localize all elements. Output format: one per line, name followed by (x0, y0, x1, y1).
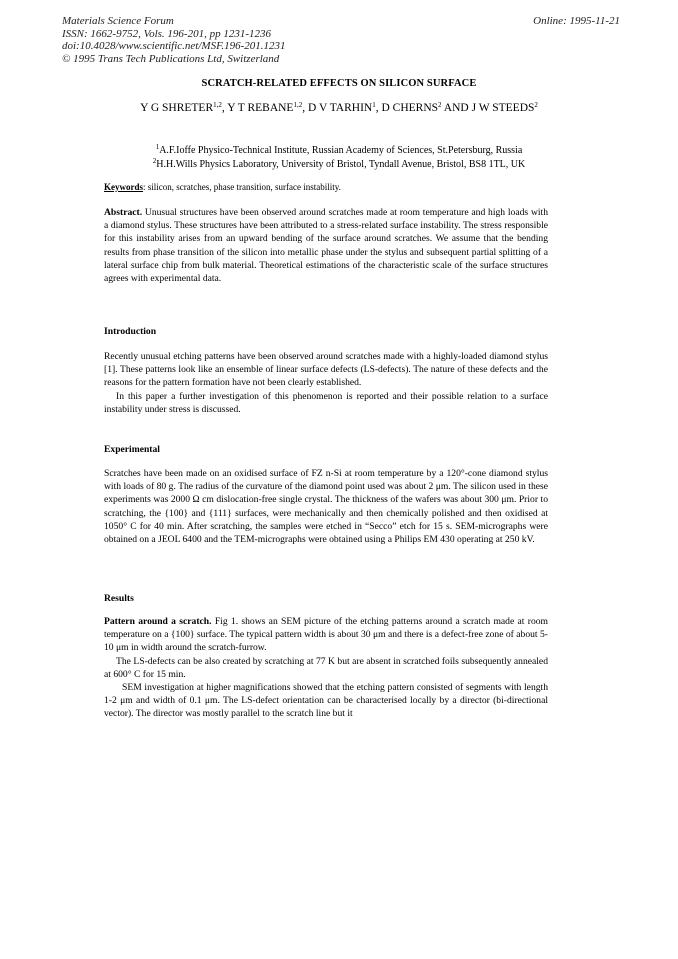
paper-title: SCRATCH-RELATED EFFECTS ON SILICON SURFACE (201, 78, 477, 89)
abstract (104, 206, 548, 285)
paragraph: The LS-defects can be also created by scratching at 77 K but are absent in scratched foils subsequently annealed at 600° C for 15 min. (104, 655, 548, 680)
author-list (0, 102, 678, 114)
author-sep: , (221, 102, 228, 114)
affiliation-1 (0, 145, 678, 156)
author: Y T REBANE (227, 102, 294, 114)
experimental-body (104, 467, 548, 546)
paragraph: Scratches have been made on an oxidised surface of FZ n-Si at room temperature by a 120°-cone diamond stylus with loads of 80 g. The radius of the curvature of the diamond point used was about 2 μm. The silicon used in these experiments was 2000 Ω cm dislocation-free single crystal. The thickness of the wafers was about 300 μm. Prior to scratching, the {100} and {111} surfaces, were mechanically and then chemically polished and then oxidised at 1050° C for 40 min. After scratching, the samples were etched in “Secco” etch for 15 s. SEM-micrographs were obtained on a JEOL 6400 and the TEM-micrographs were obtained using a Philips EM 430 operating at 250 kV. (104, 468, 548, 546)
author: D CHERNS (381, 102, 439, 114)
results-body (104, 615, 548, 721)
affiliation-2 (0, 159, 678, 170)
author: Y G SHRETER (140, 102, 214, 114)
paragraph: Fig 1. shows an SEM picture of the etching patterns around a scratch made at room temperature on a {100} surface. The typical pattern width is about 30 μm and there is a defect-free zone of about 5-10 μm in width around the scratch-furrow. (104, 616, 549, 654)
introduction-body (104, 350, 548, 416)
affiliation-text: A.F.Ioffe Physico-Technical Institute, Russian Academy of Sciences, St.Petersburg, Russia (159, 145, 523, 156)
author-sup: 1,2 (293, 101, 303, 109)
abstract-text: Unusual structures have been observed around scratches made at room temperature and high loads with a diamond stylus. These structures have been attributed to a stress-related surface instability. The stress responsible for this instability arises from an upward bending of the surface around scratches. We assume that the bending results from phase transition of the silicon into metallic phase under the stylus and subsequent partial splitting of a lateral surface chip from bulk material. Theoretical estimations of the characteristic scale of the surface structures agrees with experimental data. (104, 207, 548, 285)
author-sep: , (302, 102, 308, 114)
affiliation-text: H.H.Wills Physics Laboratory, University of Bristol, Tyndall Avenue, Bristol, BS8 1TL, UK (156, 159, 526, 170)
doi[interactable]: doi:10.4028/www.scientific.net/MSF.196-201.1231 (62, 40, 286, 52)
journal-name: Materials Science Forum (62, 15, 174, 27)
paragraph: Recently unusual etching patterns have been observed around scratches made with a highly-loaded diamond stylus [1]. These patterns look like an ensemble of linear surface defects (LS-defects). The nature of these defects and the reasons for the pattern formation have not been clearly established. (104, 351, 548, 389)
keywords (104, 182, 341, 192)
paragraph: SEM investigation at higher magnifications showed that the etching pattern consisted of segments with length 1-2 μm and width of 0.1 μm. The LS-defect orientation can be characterised locally by a director (bi-directional vector). The director was mostly parallel to the scratch line but it (104, 682, 548, 720)
abstract-label: Abstract. (104, 207, 143, 218)
author: J W STEEDS (471, 102, 535, 114)
keywords-label: Keywords (104, 182, 143, 192)
author-sup: 2 (534, 101, 538, 109)
copyright: © 1995 Trans Tech Publications Ltd, Switzerland (62, 52, 280, 65)
publication-info (62, 15, 286, 65)
author: D V TARHIN (307, 102, 373, 114)
results-subheading: Pattern around a scratch. (104, 616, 212, 627)
author-sup: 1 (372, 101, 376, 109)
online-date: Online: 1995-11-21 (533, 15, 620, 27)
results-heading: Results (104, 593, 134, 604)
author-sep: , (375, 102, 382, 114)
affiliation-sup: 2 (152, 157, 157, 165)
author-sup: 1,2 (213, 101, 222, 109)
keywords-text: : silicon, scratches, phase transition, surface instability. (143, 182, 341, 192)
paragraph: In this paper a further investigation of this phenomenon is reported and their possible relation to a surface instability under stress is discussed. (104, 390, 548, 415)
issn: ISSN: 1662-9752, Vols. 196-201, pp 1231-1236 (62, 27, 271, 40)
introduction-heading: Introduction (104, 326, 157, 337)
experimental-heading: Experimental (104, 444, 160, 455)
author-sep: AND (441, 102, 472, 114)
affiliation-sup: 1 (155, 143, 160, 151)
author-sup: 2 (438, 101, 442, 109)
